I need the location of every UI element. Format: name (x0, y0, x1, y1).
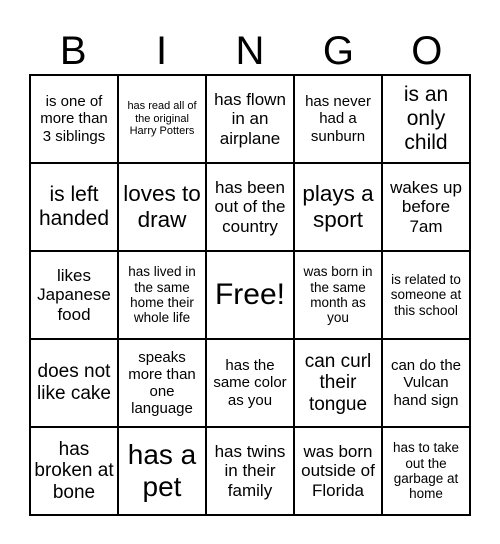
bingo-cell[interactable]: has broken at bone (30, 427, 118, 515)
bingo-cell[interactable]: does not like cake (30, 339, 118, 427)
bingo-cell[interactable]: has twins in their family (206, 427, 294, 515)
bingo-cell[interactable]: was born outside of Florida (294, 427, 382, 515)
bingo-cell[interactable]: has a pet (118, 427, 206, 515)
header-letter-b: B (59, 29, 87, 73)
bingo-cell[interactable]: likes Japanese food (30, 251, 118, 339)
bingo-cell[interactable]: plays a sport (294, 163, 382, 251)
bingo-cell[interactable]: loves to draw (118, 163, 206, 251)
bingo-cell[interactable]: was born in the same month as you (294, 251, 382, 339)
bingo-cell[interactable]: is related to someone at this school (382, 251, 470, 339)
bingo-cell[interactable]: wakes up before 7am (382, 163, 470, 251)
header-letter-o: O (411, 29, 443, 73)
bingo-cell[interactable]: is left handed (30, 163, 118, 251)
free-space-cell[interactable]: Free! (206, 251, 294, 339)
bingo-cell[interactable]: can do the Vulcan hand sign (382, 339, 470, 427)
bingo-board (29, 74, 471, 516)
bingo-cell[interactable]: has lived in the same home their whole life (118, 251, 206, 339)
header-letter-n: N (235, 29, 265, 73)
bingo-cell[interactable]: is one of more than 3 siblings (30, 75, 118, 163)
bingo-cell[interactable]: is an only child (382, 75, 470, 163)
bingo-header (29, 28, 471, 74)
bingo-cell[interactable]: has read all of the original Harry Potters (118, 75, 206, 163)
bingo-cell[interactable]: has the same color as you (206, 339, 294, 427)
bingo-cell[interactable]: has to take out the garbage at home (382, 427, 470, 515)
bingo-cell[interactable]: has flown in an airplane (206, 75, 294, 163)
bingo-cell[interactable]: has never had a sunburn (294, 75, 382, 163)
header-letter-g: G (322, 29, 354, 73)
bingo-cell[interactable]: can curl their tongue (294, 339, 382, 427)
bingo-cell[interactable]: speaks more than one language (118, 339, 206, 427)
bingo-cell[interactable]: has been out of the country (206, 163, 294, 251)
header-letter-i: I (156, 29, 168, 73)
